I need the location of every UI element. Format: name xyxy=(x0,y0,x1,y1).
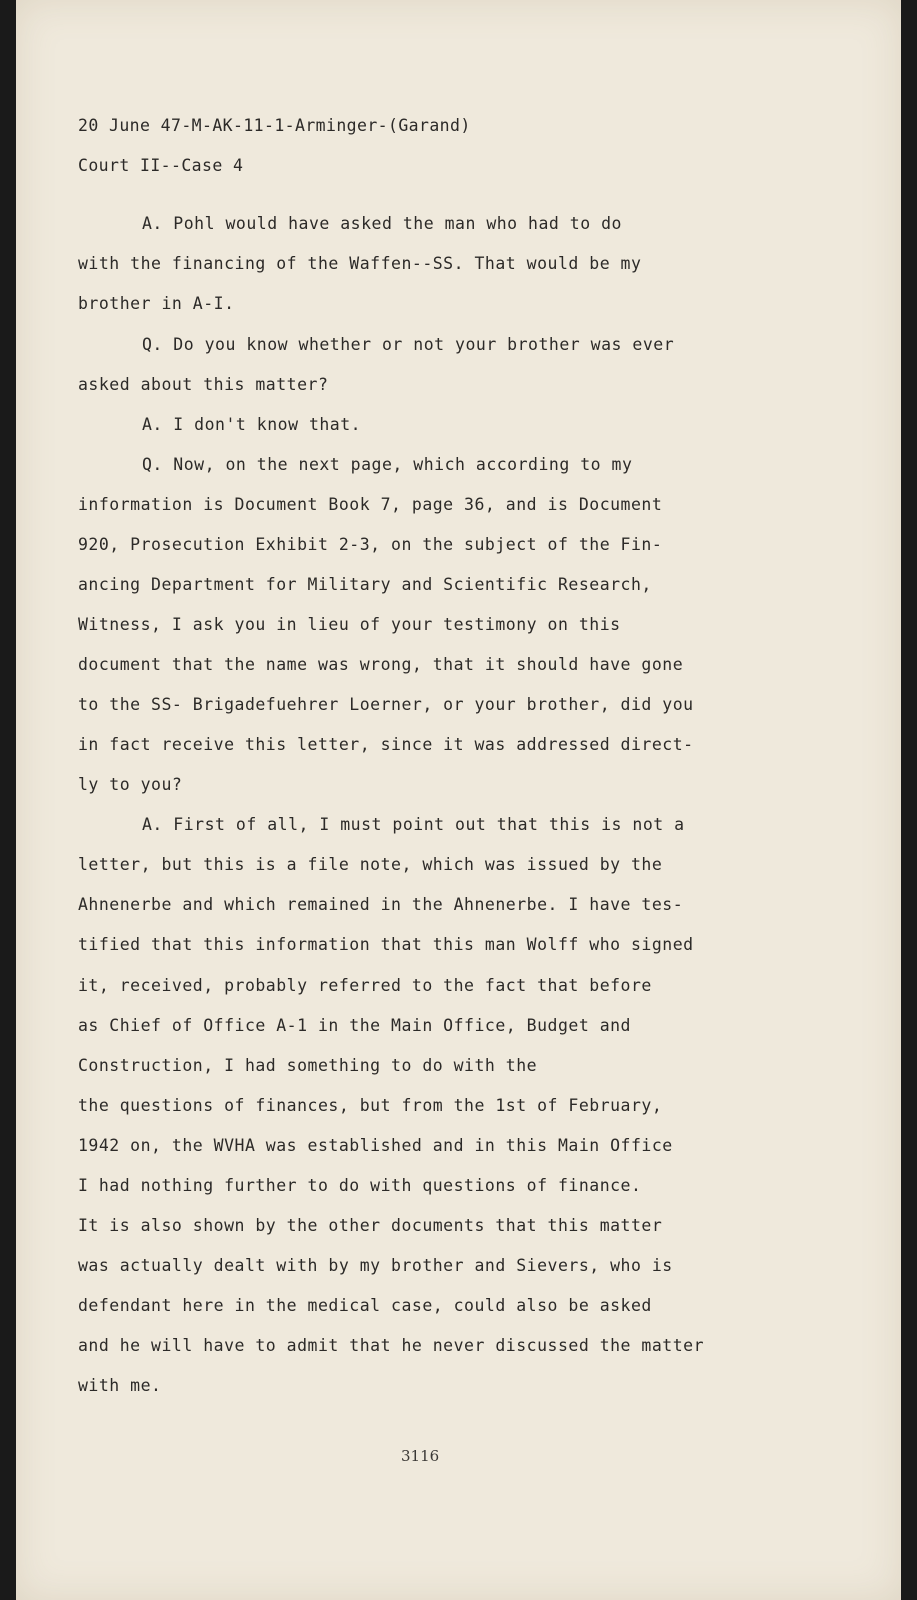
text-line: ly to you? xyxy=(78,775,183,794)
text-line: A. First of all, I must point out that this is not a xyxy=(142,815,685,834)
text-line: Construction, I had something to do with the xyxy=(78,1056,538,1075)
text-line: Q. Do you know whether or not your brother was ever xyxy=(142,335,675,354)
text-line: and he will have to admit that he never discussed the matter xyxy=(78,1336,705,1355)
text-line: Ahnenerbe and which remained in the Ahnenerbe. I have tes- xyxy=(78,895,684,914)
text-line: 1942 on, the WVHA was established and in this Main Office xyxy=(78,1136,673,1155)
text-line: asked about this matter? xyxy=(78,375,329,394)
text-line: tified that this information that this man Wolff who signed xyxy=(78,935,694,954)
text-line: ancing Department for Military and Scientific Research, xyxy=(78,575,652,594)
text-line: the questions of finances, but from the 1st of February, xyxy=(78,1096,663,1115)
text-line: in fact receive this letter, since it was addressed direct- xyxy=(78,735,694,754)
text-line: Q. Now, on the next page, which according to my xyxy=(142,455,633,474)
text-line: I had nothing further to do with questions of finance. xyxy=(78,1176,642,1195)
text-line: defendant here in the medical case, could also be asked xyxy=(78,1296,652,1315)
text-line: information is Document Book 7, page 36, and is Document xyxy=(78,495,663,514)
text-line: as Chief of Office A-1 in the Main Office, Budget and xyxy=(78,1016,631,1035)
text-line: with the financing of the Waffen--SS. That would be my xyxy=(78,254,642,273)
header-reference-line: 20 June 47-M-AK-11-1-Arminger-(Garand) xyxy=(78,116,471,135)
text-line: Witness, I ask you in lieu of your testimony on this xyxy=(78,615,621,634)
text-line: was actually dealt with by my brother and Sievers, who is xyxy=(78,1256,673,1275)
text-line: A. Pohl would have asked the man who had to do xyxy=(142,214,622,233)
text-line: with me. xyxy=(78,1376,162,1395)
header-court-line: Court II--Case 4 xyxy=(78,156,244,175)
page-number: 3116 xyxy=(401,1447,440,1465)
text-line: It is also shown by the other documents that this matter xyxy=(78,1216,663,1235)
text-line: document that the name was wrong, that it should have gone xyxy=(78,655,684,674)
text-line: A. I don't know that. xyxy=(142,415,362,434)
text-line: 920, Prosecution Exhibit 2-3, on the subject of the Fin- xyxy=(78,535,663,554)
text-line: brother in A-I. xyxy=(78,294,235,313)
text-line: letter, but this is a file note, which was issued by the xyxy=(78,855,663,874)
text-line: to the SS- Brigadefuehrer Loerner, or your brother, did you xyxy=(78,695,694,714)
text-line: it, received, probably referred to the fact that before xyxy=(78,976,652,995)
document-page xyxy=(16,0,901,1600)
